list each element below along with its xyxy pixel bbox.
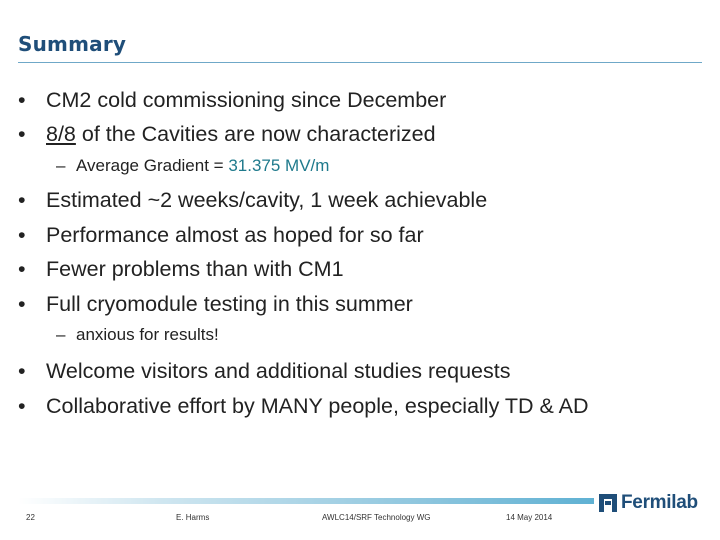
- bullet-marker: •: [18, 394, 26, 418]
- bullet-text: Estimated ~2 weeks/cavity, 1 week achievable: [46, 188, 488, 212]
- sub-bullet-text: anxious for results!: [76, 325, 219, 344]
- bullet-marker: •: [18, 188, 26, 212]
- fermilab-logo-icon: [598, 493, 618, 513]
- logo-text: Fermilab: [621, 492, 698, 513]
- bullet-marker: •: [18, 292, 26, 316]
- bullet-marker: •: [18, 257, 26, 281]
- bullet-marker: •: [18, 122, 26, 146]
- bullet-text: Collaborative effort by MANY people, especially TD & AD: [46, 394, 589, 418]
- gradient-label: Average Gradient =: [76, 156, 229, 175]
- footer-author: E. Harms: [176, 513, 210, 522]
- title-divider: [18, 62, 702, 63]
- sub-bullet-marker: –: [56, 156, 66, 175]
- bullet-text: [46, 122, 436, 147]
- bullet-marker: •: [18, 88, 26, 112]
- footer-date: 14 May 2014: [506, 513, 553, 522]
- sub-bullet-text: [76, 156, 329, 176]
- bullet-text-rest: of the Cavities are now characterized: [75, 122, 436, 146]
- cavity-count: 8/8: [46, 122, 76, 146]
- bullet-text: Fewer problems than with CM1: [46, 257, 344, 281]
- page-title: Summary: [18, 32, 127, 56]
- footer-event: AWLC14/SRF Technology WG: [322, 513, 431, 522]
- bullet-marker: •: [18, 223, 26, 247]
- page-number: 22: [26, 513, 35, 522]
- sub-bullet-marker: –: [56, 325, 66, 344]
- gradient-value: 31.375 MV/m: [228, 156, 330, 175]
- bullet-text: Full cryomodule testing in this summer: [46, 292, 413, 316]
- fermilab-logo: [598, 490, 698, 516]
- bullet-text: CM2 cold commissioning since December: [46, 88, 447, 112]
- bullet-text: Welcome visitors and additional studies requests: [46, 359, 511, 383]
- bullet-marker: •: [18, 359, 26, 383]
- footer-bar: [18, 498, 594, 504]
- bullet-text: Performance almost as hoped for so far: [46, 223, 424, 247]
